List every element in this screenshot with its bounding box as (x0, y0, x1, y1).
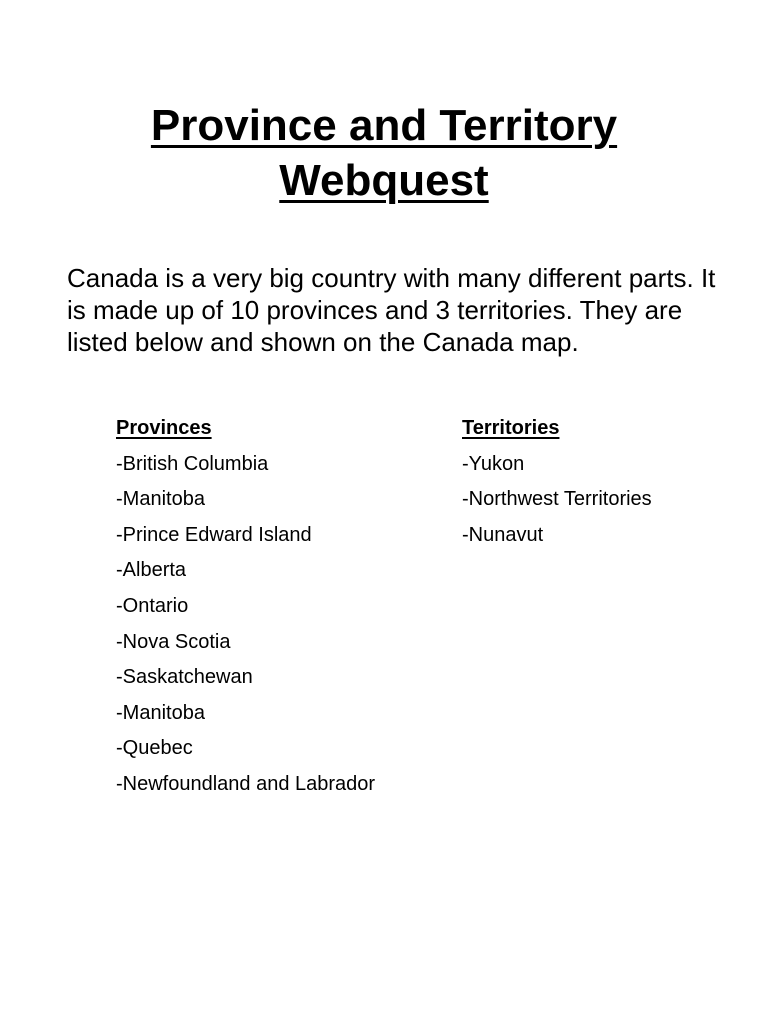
list-item: -Prince Edward Island (116, 523, 312, 546)
list-item: -Quebec (116, 737, 193, 760)
provinces-header: Provinces (116, 417, 212, 439)
list-item: -Newfoundland and Labrador (116, 772, 376, 795)
list-item: -Manitoba (116, 488, 205, 511)
list-item: -British Columbia (116, 452, 269, 475)
territories-column (462, 414, 742, 556)
page-title (0, 98, 768, 208)
list-item: -Nunavut (462, 523, 544, 546)
territories-list (462, 450, 742, 557)
list-item: -Manitoba (116, 701, 205, 724)
list-item: -Ontario (116, 594, 189, 617)
list-item: -Saskatchewan (116, 666, 253, 689)
provinces-list (116, 450, 436, 806)
list-item: -Northwest Territories (462, 488, 652, 511)
list-item: -Yukon (462, 452, 525, 475)
page-title-line-1: Province and Territory (150, 101, 618, 150)
page-title-line-2: Webquest (279, 156, 489, 205)
territories-header: Territories (462, 417, 560, 439)
intro-paragraph: Canada is a very big country with many different parts. It is made up of 10 provinces and 3 territories. They are listed below and shown on the Canada map. (67, 263, 716, 357)
list-item: -Alberta (116, 559, 187, 582)
provinces-column (116, 414, 436, 806)
list-item: -Nova Scotia (116, 630, 231, 653)
